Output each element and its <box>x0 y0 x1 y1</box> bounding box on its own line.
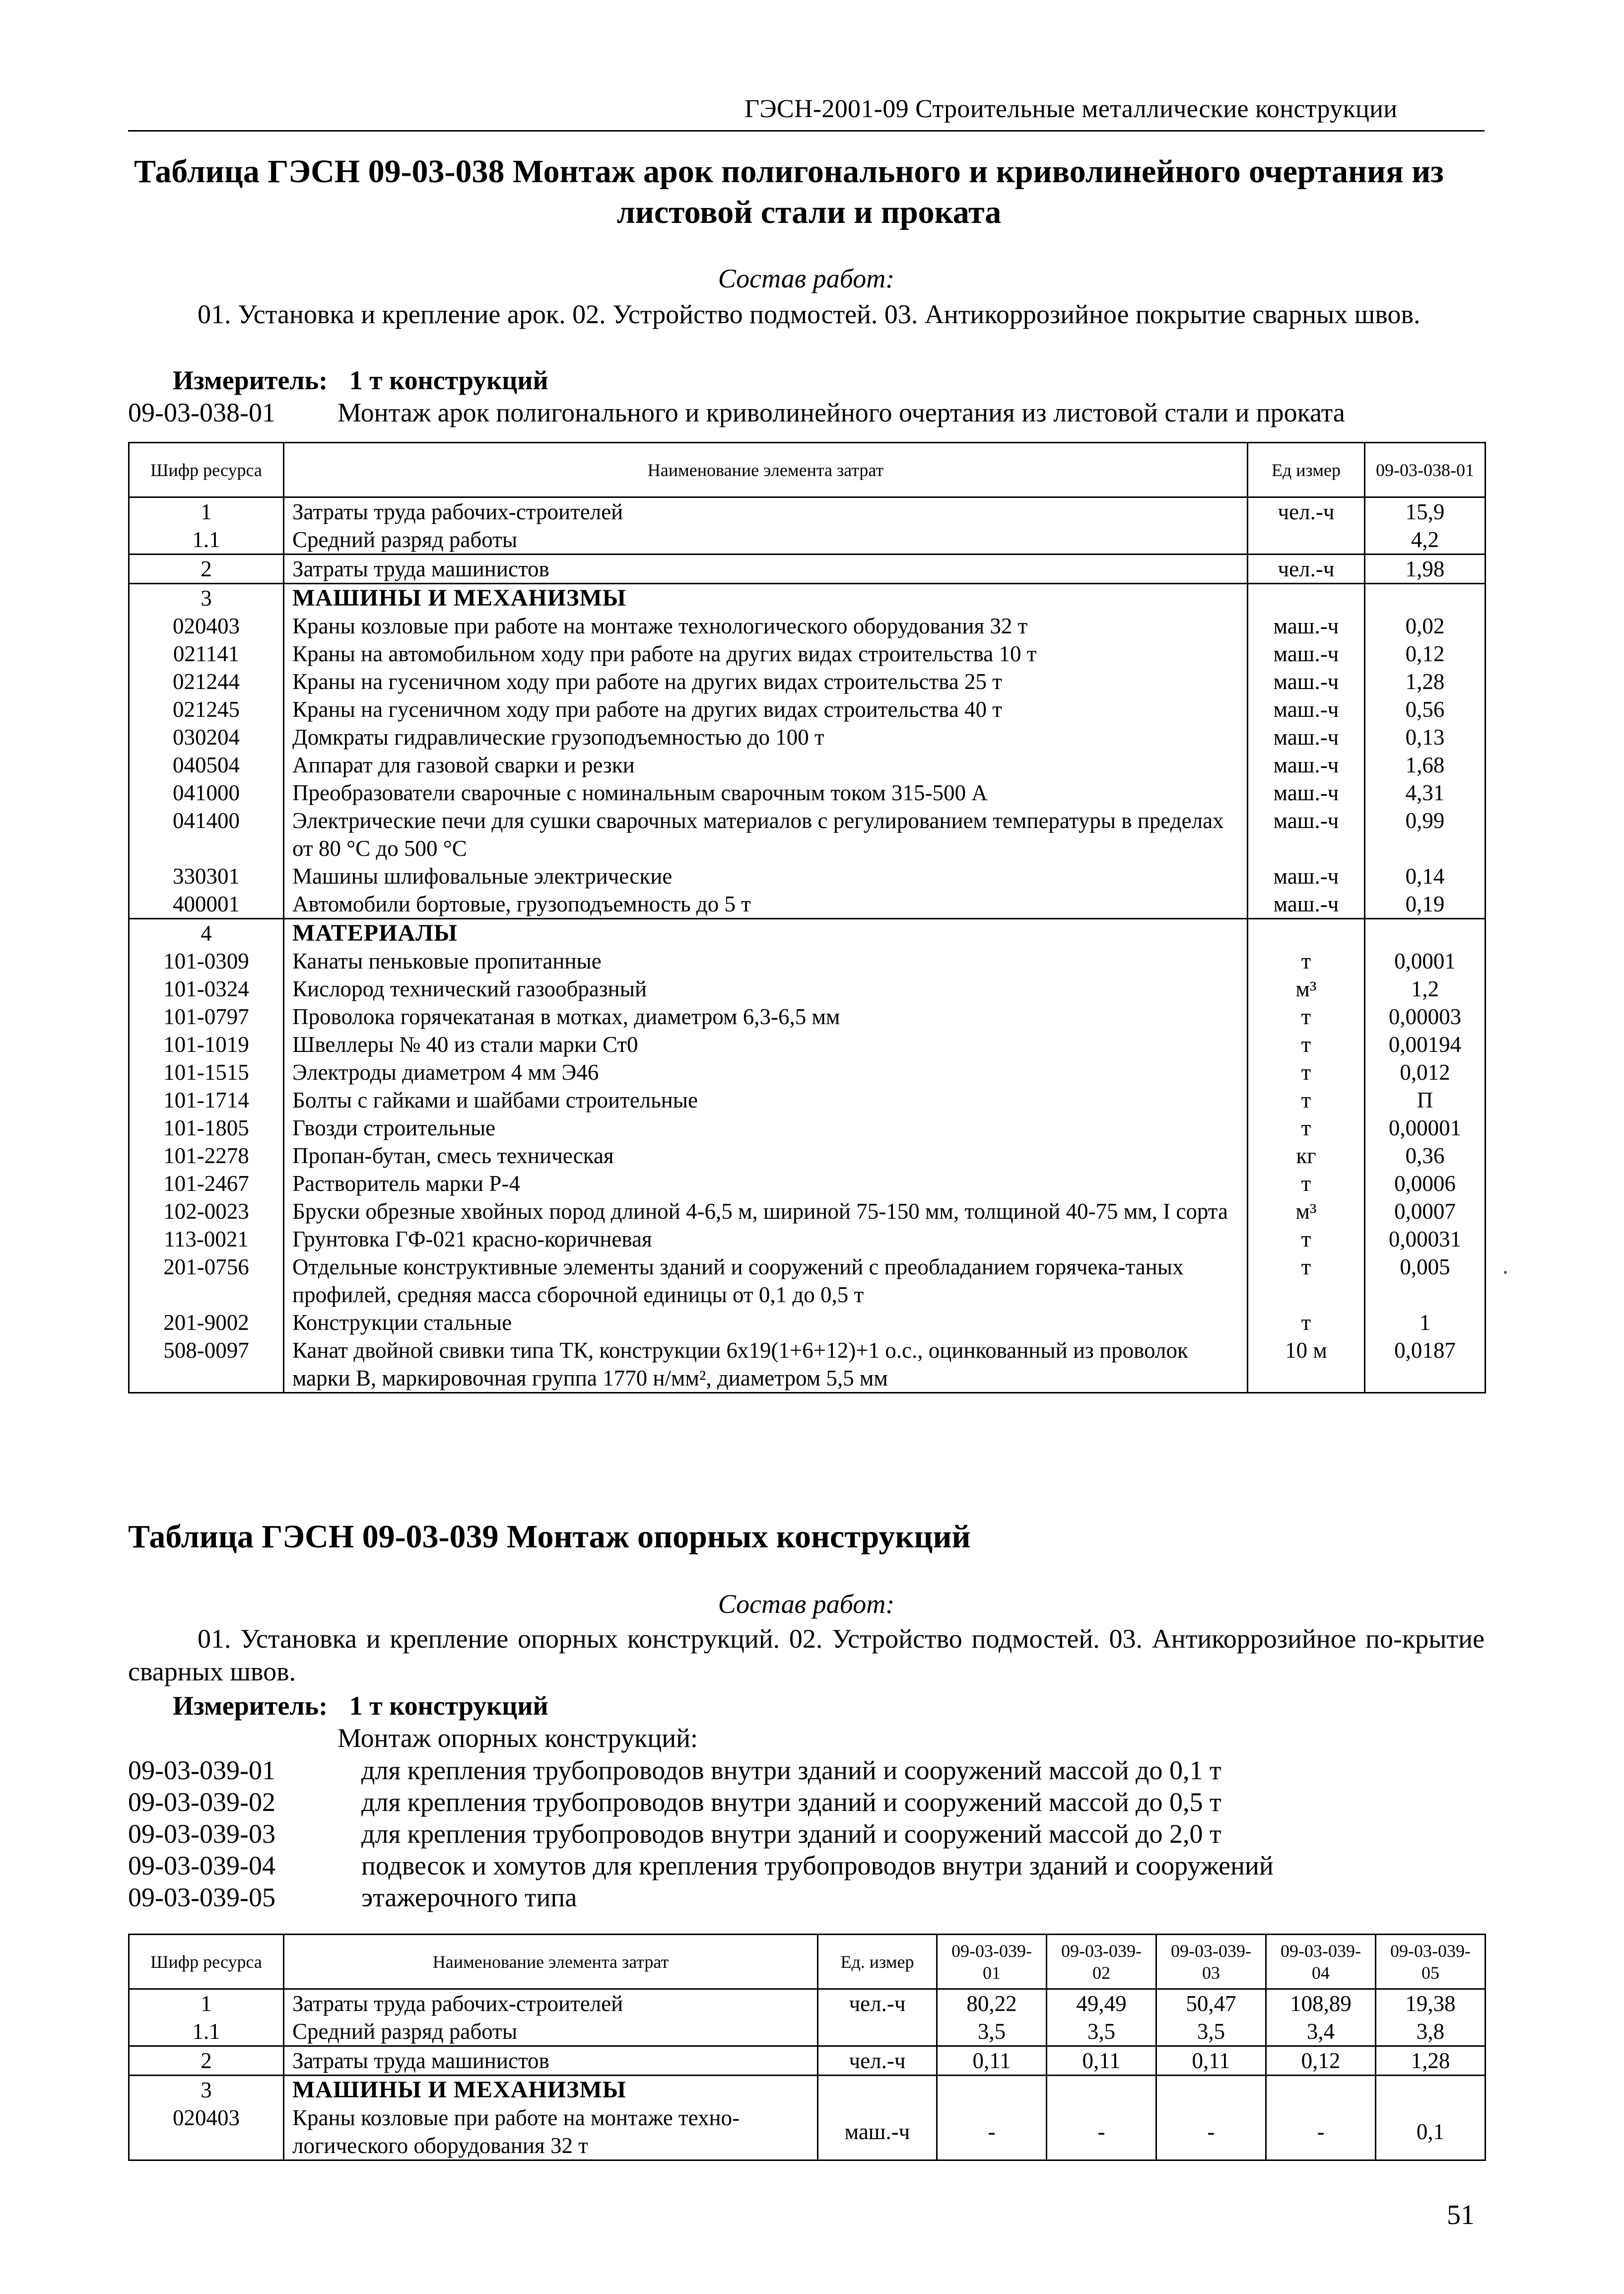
row-unit: т <box>1248 1086 1365 1114</box>
row-unit: т <box>1248 1225 1365 1253</box>
row-unit: чел.-ч <box>818 1989 937 2018</box>
row-value: 50,47 <box>1156 1989 1266 2018</box>
row-unit: т <box>1248 1114 1365 1142</box>
row-name: Канат двойной свивки типа ТК, конструкции 6х19(1+6+12)+1 о.с., оцинкованный из проволок марки В, маркировочная группа 1770 н/мм², диаметром 5,5 мм <box>284 1336 1248 1393</box>
row-value <box>1156 2076 1266 2104</box>
table2-col-value: 09-03-039-05 <box>1376 1935 1486 1989</box>
table-row <box>129 1114 1486 1142</box>
table2-measure-value: 1 т конструкций <box>349 1691 548 1721</box>
row-value: 3,4 <box>1266 2017 1376 2046</box>
row-value: 15,9 <box>1365 497 1486 526</box>
row-value: 3,5 <box>1047 2017 1156 2046</box>
row-name: Средний разряд работы <box>284 2017 818 2046</box>
row-value: - <box>937 2104 1047 2160</box>
row-value: 19,38 <box>1376 1989 1486 2018</box>
row-unit: маш.-ч <box>1248 807 1365 862</box>
row-unit: чел.-ч <box>818 2046 937 2076</box>
row-code: 101-1714 <box>129 1086 284 1114</box>
row-value: 3,5 <box>937 2017 1047 2046</box>
row-value: 0,0007 <box>1365 1197 1486 1225</box>
table2-code-item <box>128 1882 1485 1914</box>
row-name: Швеллеры № 40 из стали марки Ст0 <box>284 1031 1248 1058</box>
table2-col-value: 09-03-039-01 <box>937 1935 1047 1989</box>
row-code: 1 <box>129 497 284 526</box>
row-code: 1.1 <box>129 526 284 555</box>
row-name: МАШИНЫ И МЕХАНИЗМЫ <box>284 2076 818 2104</box>
table1-measure <box>173 365 548 396</box>
running-header: ГЭСН-2001-09 Строительные металлические конструкции <box>744 95 1398 123</box>
table2-code-item <box>128 1787 1485 1818</box>
row-value: 1,98 <box>1365 555 1486 584</box>
row-unit: т <box>1248 1170 1365 1197</box>
table-row <box>129 751 1486 779</box>
row-name: Краны козловые при работе на монтаже технологического оборудования 32 т <box>284 612 1248 640</box>
row-code: 201-9002 <box>129 1309 284 1336</box>
row-name: МАШИНЫ И МЕХАНИЗМЫ <box>284 584 1248 613</box>
row-name: Домкраты гидравлические грузоподъемностью до 100 т <box>284 723 1248 751</box>
table1-title-line1: Таблица ГЭСН 09-03-038 Монтаж арок полигонального и криволинейного очертания из <box>134 153 1444 190</box>
table-row <box>129 723 1486 751</box>
row-name: Краны на гусеничном ходу при работе на других видах строительства 25 т <box>284 668 1248 695</box>
row-value: 0,11 <box>1047 2046 1156 2076</box>
row-code: 4 <box>129 919 284 948</box>
row-code: 101-2278 <box>129 1142 284 1170</box>
row-unit: т <box>1248 1058 1365 1086</box>
table2-group-title: Монтаж опорных конструкций: <box>338 1723 698 1753</box>
row-name: Канаты пеньковые пропитанные <box>284 947 1248 975</box>
row-code: 1 <box>129 1989 284 2018</box>
row-code: 041000 <box>129 779 284 807</box>
row-code: 020403 <box>129 2104 284 2160</box>
table2-code-item <box>128 1850 1485 1882</box>
table-row <box>129 975 1486 1003</box>
table1-col-value: 09-03-038-01 <box>1365 443 1486 497</box>
row-value: 1,2 <box>1365 975 1486 1003</box>
table-row <box>129 695 1486 723</box>
table1-col-unit: Ед измер <box>1248 443 1365 497</box>
row-name: Отдельные конструктивные элементы зданий и сооружений с преобладанием горячека-таных профилей, средняя масса сборочной единицы от 0,1 до 0,5 т <box>284 1253 1248 1309</box>
row-value: 0,12 <box>1266 2046 1376 2076</box>
row-unit <box>1248 919 1365 948</box>
table-row <box>129 555 1486 584</box>
row-code: 021141 <box>129 640 284 668</box>
table2-code-list <box>128 1755 1485 1914</box>
table1-code-desc: Монтаж арок полигонального и криволинейного очертания из листовой стали и проката <box>338 398 1345 427</box>
table-row <box>129 2046 1486 2076</box>
table-row <box>129 640 1486 668</box>
row-unit: маш.-ч <box>1248 612 1365 640</box>
row-value: 0,11 <box>937 2046 1047 2076</box>
table2-composition-text: 01. Установка и крепление опорных конструкций. 02. Устройство подмостей. 03. Антикоррозийное по-крытие сварных швов. <box>128 1624 1485 1686</box>
row-value: - <box>1266 2104 1376 2160</box>
table1-title-line2: листовой стали и проката <box>616 194 1002 230</box>
table1-measure-label: Измеритель: <box>173 365 328 395</box>
table1-col-code: Шифр ресурса <box>129 443 284 497</box>
row-code: 201-0756 <box>129 1253 284 1309</box>
row-value: 1 <box>1365 1309 1486 1336</box>
table-row <box>129 526 1486 555</box>
row-value: 108,89 <box>1266 1989 1376 2018</box>
row-value: 0,36 <box>1365 1142 1486 1170</box>
table-row <box>129 497 1486 526</box>
row-unit: т <box>1248 1031 1365 1058</box>
table-row <box>129 1309 1486 1336</box>
table1-composition-text: 01. Установка и крепление арок. 02. Устройство подмостей. 03. Антикоррозийное покрытие сварных швов. <box>198 299 1421 329</box>
table1 <box>128 442 1486 1393</box>
table-row <box>129 1058 1486 1086</box>
row-code: 102-0023 <box>129 1197 284 1225</box>
row-code: 330301 <box>129 862 284 890</box>
table-row <box>129 2076 1486 2104</box>
row-value: 4,31 <box>1365 779 1486 807</box>
row-unit: м³ <box>1248 1197 1365 1225</box>
table2-body <box>129 1989 1486 2160</box>
table-row <box>129 1031 1486 1058</box>
row-name: Автомобили бортовые, грузоподъемность до 5 т <box>284 890 1248 919</box>
row-code: 101-0309 <box>129 947 284 975</box>
table-row <box>129 919 1486 948</box>
row-code: 101-2467 <box>129 1170 284 1197</box>
code-desc: для крепления трубопроводов внутри зданий и сооружений массой до 2,0 т <box>361 1819 1221 1849</box>
header-rule <box>128 130 1485 132</box>
row-unit: маш.-ч <box>1248 668 1365 695</box>
row-value <box>1365 919 1486 948</box>
page-number: 51 <box>1447 2200 1475 2230</box>
row-unit: маш.-ч <box>1248 779 1365 807</box>
table1-header-row <box>129 443 1486 497</box>
row-value: 0,1 <box>1376 2104 1486 2160</box>
row-value: 0,12 <box>1365 640 1486 668</box>
row-unit <box>1248 526 1365 555</box>
row-value: 0,13 <box>1365 723 1486 751</box>
table1-body <box>129 497 1486 1393</box>
row-unit: т <box>1248 1003 1365 1031</box>
row-value: - <box>1156 2104 1266 2160</box>
row-unit: маш.-ч <box>818 2104 937 2160</box>
row-value: 0,0187 <box>1365 1336 1486 1393</box>
row-code: 3 <box>129 584 284 613</box>
table2-col-unit: Ед. измер <box>818 1935 937 1989</box>
row-name: Машины шлифовальные электрические <box>284 862 1248 890</box>
row-unit: маш.-ч <box>1248 723 1365 751</box>
table-row <box>129 1170 1486 1197</box>
row-code: 101-1805 <box>129 1114 284 1142</box>
table-row <box>129 1197 1486 1225</box>
table-row <box>129 779 1486 807</box>
row-value: 0,012 <box>1365 1058 1486 1086</box>
row-code: 101-1515 <box>129 1058 284 1086</box>
row-name: Аппарат для газовой сварки и резки <box>284 751 1248 779</box>
row-name: Затраты труда машинистов <box>284 555 1248 584</box>
code-desc: подвесок и хомутов для крепления трубопроводов внутри зданий и сооружений <box>361 1851 1274 1880</box>
row-value: 3,8 <box>1376 2017 1486 2046</box>
table-row <box>129 1336 1486 1393</box>
table-row <box>129 1989 1486 2018</box>
row-code: 041400 <box>129 807 284 862</box>
code-desc: для крепления трубопроводов внутри зданий и сооружений массой до 0,1 т <box>361 1755 1221 1785</box>
row-unit: маш.-ч <box>1248 890 1365 919</box>
row-value <box>1376 2076 1486 2104</box>
row-value <box>1365 584 1486 613</box>
row-code: 400001 <box>129 890 284 919</box>
row-name: Болты с гайками и шайбами строительные <box>284 1086 1248 1114</box>
row-unit <box>818 2017 937 2046</box>
row-value: 0,56 <box>1365 695 1486 723</box>
table-row <box>129 1253 1486 1309</box>
row-unit: 10 м <box>1248 1336 1365 1393</box>
table-row <box>129 668 1486 695</box>
row-name: МАТЕРИАЛЫ <box>284 919 1248 948</box>
row-value: 1,28 <box>1376 2046 1486 2076</box>
table2-col-value: 09-03-039-04 <box>1266 1935 1376 1989</box>
row-name: Преобразователи сварочные с номинальным сварочным током 315-500 А <box>284 779 1248 807</box>
row-name: Электрические печи для сушки сварочных материалов с регулированием температуры в пределах от 80 °С до 500 °С <box>284 807 1248 862</box>
row-code: 021245 <box>129 695 284 723</box>
row-code: 040504 <box>129 751 284 779</box>
table-row <box>129 584 1486 613</box>
table-row <box>129 1142 1486 1170</box>
row-unit: маш.-ч <box>1248 695 1365 723</box>
row-value: 80,22 <box>937 1989 1047 2018</box>
code: 09-03-039-04 <box>128 1851 275 1880</box>
table-row <box>129 862 1486 890</box>
row-name: Затраты труда рабочих-строителей <box>284 1989 818 2018</box>
row-name: Затраты труда машинистов <box>284 2046 818 2076</box>
row-value <box>1047 2076 1156 2104</box>
code: 09-03-039-03 <box>128 1819 275 1849</box>
table2-measure-label: Измеритель: <box>173 1691 328 1721</box>
row-name: Конструкции стальные <box>284 1309 1248 1336</box>
row-unit: кг <box>1248 1142 1365 1170</box>
row-value <box>937 2076 1047 2104</box>
code: 09-03-039-05 <box>128 1882 275 1912</box>
table2-measure <box>173 1690 548 1721</box>
row-unit: чел.-ч <box>1248 497 1365 526</box>
row-name: Гвозди строительные <box>284 1114 1248 1142</box>
row-value: 0,02 <box>1365 612 1486 640</box>
row-code: 030204 <box>129 723 284 751</box>
row-unit: т <box>1248 1253 1365 1309</box>
row-value: 0,0001 <box>1365 947 1486 975</box>
code-desc: для крепления трубопроводов внутри зданий и сооружений массой до 0,5 т <box>361 1787 1221 1817</box>
row-code: 508-0097 <box>129 1336 284 1393</box>
table1-composition-label: Состав работ: <box>718 264 895 293</box>
row-unit: т <box>1248 947 1365 975</box>
table-row <box>129 1086 1486 1114</box>
row-value: 0,0006 <box>1365 1170 1486 1197</box>
code-desc: этажерочного типа <box>361 1882 577 1912</box>
row-unit: м³ <box>1248 975 1365 1003</box>
row-code: 1.1 <box>129 2017 284 2046</box>
row-name: Краны на гусеничном ходу при работе на других видах строительства 40 т <box>284 695 1248 723</box>
table-row <box>129 612 1486 640</box>
row-value: 0,19 <box>1365 890 1486 919</box>
row-name: Средний разряд работы <box>284 526 1248 555</box>
table-row <box>129 807 1486 862</box>
table2 <box>128 1934 1486 2161</box>
row-value: 0,00003 <box>1365 1003 1486 1031</box>
row-value: 0,99 <box>1365 807 1486 862</box>
row-name: Краны на автомобильном ходу при работе на других видах строительства 10 т <box>284 640 1248 668</box>
row-name: Грунтовка ГФ-021 красно-коричневая <box>284 1225 1248 1253</box>
table-row <box>129 1225 1486 1253</box>
table-row <box>129 890 1486 919</box>
table2-title: Таблица ГЭСН 09-03-039 Монтаж опорных конструкций <box>128 1519 971 1555</box>
table1-measure-value: 1 т конструкций <box>349 365 548 395</box>
row-value: 49,49 <box>1047 1989 1156 2018</box>
row-name: Затраты труда рабочих-строителей <box>284 497 1248 526</box>
code: 09-03-039-02 <box>128 1787 275 1817</box>
row-value: 0,14 <box>1365 862 1486 890</box>
table2-col-name: Наименование элемента затрат <box>284 1935 818 1989</box>
row-value: 0,11 <box>1156 2046 1266 2076</box>
row-value: - <box>1047 2104 1156 2160</box>
table2-col-value: 09-03-039-02 <box>1047 1935 1156 1989</box>
row-value: 0,005 <box>1365 1253 1486 1309</box>
table2-header-row <box>129 1935 1486 1989</box>
row-name: Кислород технический газообразный <box>284 975 1248 1003</box>
row-code: 101-1019 <box>129 1031 284 1058</box>
table-row <box>129 1003 1486 1031</box>
table2-col-code: Шифр ресурса <box>129 1935 284 1989</box>
row-code: 020403 <box>129 612 284 640</box>
table-row <box>129 947 1486 975</box>
table2-col-value: 09-03-039-03 <box>1156 1935 1266 1989</box>
row-unit <box>1248 584 1365 613</box>
row-value: П <box>1365 1086 1486 1114</box>
code: 09-03-039-01 <box>128 1755 275 1785</box>
row-code: 113-0021 <box>129 1225 284 1253</box>
row-code: 101-0797 <box>129 1003 284 1031</box>
row-code: 3 <box>129 2076 284 2104</box>
row-unit: маш.-ч <box>1248 862 1365 890</box>
scan-speck <box>1504 1271 1507 1274</box>
row-name: Краны козловые при работе на монтаже техно-логического оборудования 32 т <box>284 2104 818 2160</box>
row-code: 2 <box>129 555 284 584</box>
row-value: 1,68 <box>1365 751 1486 779</box>
table1-code: 09-03-038-01 <box>128 398 275 427</box>
row-unit: маш.-ч <box>1248 640 1365 668</box>
row-name: Проволока горячекатаная в мотках, диаметром 6,3-6,5 мм <box>284 1003 1248 1031</box>
table-row <box>129 2017 1486 2046</box>
table2-code-item <box>128 1818 1485 1850</box>
row-name: Бруски обрезные хвойных пород длиной 4-6,5 м, шириной 75-150 мм, толщиной 40-75 мм, I сорта <box>284 1197 1248 1225</box>
table2-composition-label: Состав работ: <box>718 1589 895 1619</box>
row-value: 1,28 <box>1365 668 1486 695</box>
row-unit: т <box>1248 1309 1365 1336</box>
row-value: 3,5 <box>1156 2017 1266 2046</box>
row-value: 4,2 <box>1365 526 1486 555</box>
row-value <box>1266 2076 1376 2104</box>
row-name: Растворитель марки Р-4 <box>284 1170 1248 1197</box>
row-unit: чел.-ч <box>1248 555 1365 584</box>
row-code: 2 <box>129 2046 284 2076</box>
row-unit <box>818 2076 937 2104</box>
row-value: 0,00001 <box>1365 1114 1486 1142</box>
row-name: Электроды диаметром 4 мм Э46 <box>284 1058 1248 1086</box>
row-value: 0,00031 <box>1365 1225 1486 1253</box>
table2-code-item <box>128 1755 1485 1787</box>
row-unit: маш.-ч <box>1248 751 1365 779</box>
table1-title <box>134 151 1484 233</box>
row-value: 0,00194 <box>1365 1031 1486 1058</box>
row-name: Пропан-бутан, смесь техническая <box>284 1142 1248 1170</box>
table-row <box>129 2104 1486 2160</box>
row-code: 101-0324 <box>129 975 284 1003</box>
row-code: 021244 <box>129 668 284 695</box>
table1-col-name: Наименование элемента затрат <box>284 443 1248 497</box>
